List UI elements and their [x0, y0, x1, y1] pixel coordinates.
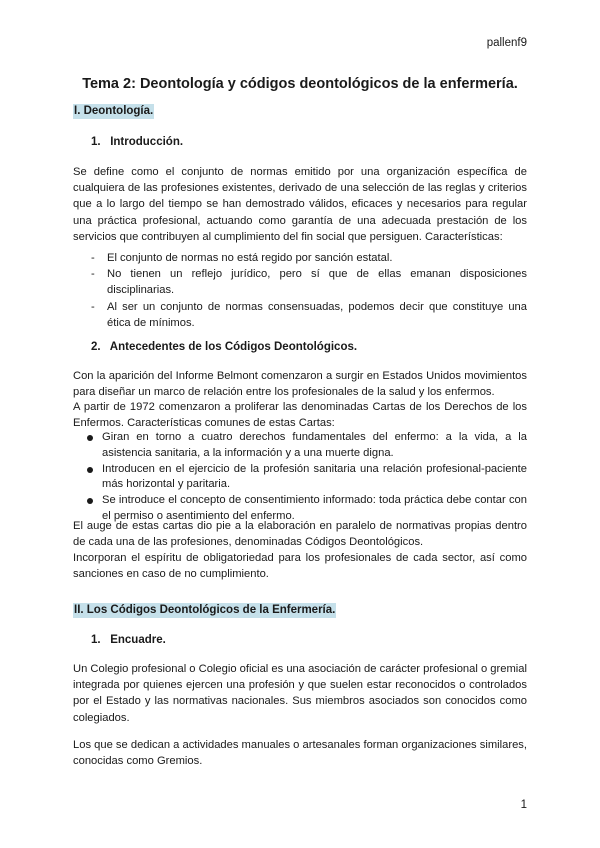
list-item: Introducen en el ejercicio de la profesión sanitaria una relación profesional-paciente más horizontal y paritaria. — [91, 462, 527, 494]
subheading-number: 1. — [91, 136, 101, 148]
list-item: Se introduce el concepto de consentimiento informado: toda práctica debe contar con el permiso o asentimiento del enfermo. — [91, 493, 527, 525]
belmont-paragraph: Con la aparición del Informe Belmont comenzaron a surgir en Estados Unidos movimientos para diseñar un marco de relación entre los profesionales de la salud y los enfermos. — [73, 370, 527, 399]
subheading-encuadre — [91, 634, 166, 646]
subheading-number: 2. — [91, 341, 101, 353]
list-item: Giran en torno a cuatro derechos fundamentales del enfermo: a la vida, a la asistencia sanitaria, a la información y a una muerte digna. — [91, 430, 527, 462]
page-number: 1 — [520, 799, 527, 811]
subheading-text: Encuadre. — [110, 634, 166, 646]
auge-paragraph: El auge de estas cartas dio pie a la elaboración en paralelo de normativas propias dentro de cada una de las profesiones, denominadas Códigos Deontológicos. — [73, 520, 527, 549]
list-item: - Al ser un conjunto de normas consensuadas, podemos decir que constituye una ética de mínimos. — [91, 299, 527, 331]
intro-paragraph: Se define como el conjunto de normas emitido por una organización específica de cualquiera de las profesiones existentes, derivado de una selección de las reglas y criterios que a lo largo del tiempo se han demostrado válidos, eficaces y necesarios para regular una práctica profesional, actuando como garantía de una adecuada prestación de los servicios que contribuyen al cumplimiento del fin social que persiguen. Características: — [73, 166, 527, 243]
section-heading-codigos: II. Los Códigos Deontológicos de la Enfermería. — [74, 604, 336, 616]
obligatoriedad-paragraph: Incorporan el espíritu de obligatoriedad para los profesionales de cada sector, así como sanciones en caso de no cumplimiento. — [73, 552, 527, 581]
cartas-paragraph: A partir de 1972 comenzaron a proliferar las denominadas Cartas de los Derechos de los Enfermos. Características comunes de estas Cartas: — [73, 401, 527, 430]
page-title: Tema 2: Deontología y códigos deontológicos de la enfermería. — [82, 76, 518, 92]
section-heading-deontologia: I. Deontología. — [74, 105, 154, 117]
subheading-text: Introducción. — [110, 136, 184, 148]
subheading-number: 1. — [91, 634, 101, 646]
subheading-text: Antecedentes de los Códigos Deontológicos. — [109, 341, 358, 353]
colegio-paragraph: Un Colegio profesional o Colegio oficial es una asociación de carácter profesional o gremial integrada por quienes ejercen una profesión y que suelen estar reconocidos o controlados por el Estado y las normativas nacionales. Sus miembros asociados son conocidos como colegiados. — [73, 663, 527, 724]
subheading-antecedentes — [91, 341, 357, 353]
header-username: pallenf9 — [486, 37, 527, 49]
gremios-paragraph: Los que se dedican a actividades manuales o artesanales forman organizaciones similares, conocidas como Gremios. — [73, 739, 527, 768]
subheading-introduccion — [91, 136, 183, 148]
list-item: - No tienen un reflejo jurídico, pero sí que de ellas emanan disposiciones disciplinarias. — [91, 266, 527, 298]
characteristics-list — [91, 250, 527, 331]
list-item: - El conjunto de normas no está regido por sanción estatal. — [91, 250, 527, 266]
cartas-characteristics-list — [91, 430, 527, 525]
